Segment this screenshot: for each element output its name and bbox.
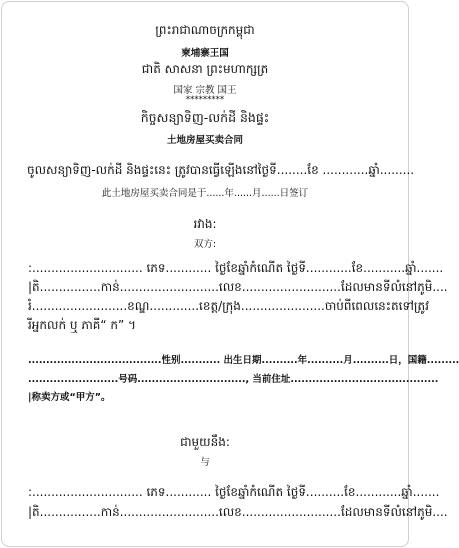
intro-khmer: ចូលសន្យាទិញ-លក់ដី និងផ្ទះនេះ ត្រូវបានធ្វើឡើងនៅថ្ងៃទី........ខែ ............ឆ្នាំ......... bbox=[27, 163, 415, 177]
kingdom-khmer: ព្រះរាជាណាចក្រកម្ពុជា bbox=[155, 23, 255, 37]
seller-line-2: |តិ................កាន់..........................លេខ..........................ដែលមានទីលំនៅភូមិ.... bbox=[28, 280, 448, 294]
parties-chinese: 双方: bbox=[193, 239, 217, 250]
seller-line-1: :............................. ភេទ............ ថ្ងៃខែឆ្នាំកំណើត ថ្ងៃទី............ខែ...........ឆ្នាំ....... bbox=[28, 261, 444, 275]
seller-chinese-line-3: |称卖方或“甲方”。 bbox=[28, 392, 111, 403]
motto-chinese: 国家 宗教 国王 bbox=[173, 85, 237, 96]
seller-chinese-line-2: .........................号码.............................., 当前住址......................................... bbox=[28, 374, 439, 385]
motto-khmer: ជាតិ សាសនា ព្រះមហាក្សត្រ bbox=[141, 62, 269, 76]
buyer-line-2: |តិ................កាន់..........................លេខ..........................ដែលមានទីលំនៅភូមិ.... bbox=[28, 505, 448, 519]
kingdom-chinese: 柬埔寨王国 bbox=[181, 48, 229, 59]
seller-chinese-line-1: .....................................性别........... 出生日期..........年..........月..........日，国籍......... bbox=[28, 355, 459, 366]
buyer-line-1: :............................. ភេទ............ ថ្ងៃខែឆ្នាំកំណើត ថ្ងៃទី..........ខែ............ឆ្នាំ....... bbox=[28, 485, 440, 499]
intro-chinese: 此土地房屋买卖合同是于......年......月......日签订 bbox=[101, 188, 309, 199]
contract-title-chinese: 土地房屋买卖合同 bbox=[166, 135, 243, 146]
parties-khmer: រវាង: bbox=[193, 217, 217, 231]
contract-page bbox=[1, 1, 459, 547]
with-chinese: 与 bbox=[200, 457, 210, 468]
seller-line-3: រំ.........................ខណ្ឌ.............ខេត្ត/ក្រុង......................ចាប់ពីពេលនេះតទៅត្រូវ bbox=[28, 299, 429, 313]
seller-line-4: រីអ្នកលក់ ឬ ភាគី“ ក” ។ bbox=[28, 318, 136, 332]
ornament-stars: ********* bbox=[185, 95, 225, 105]
contract-title-khmer: កិច្ចសន្យាទិញ-លក់ដី និងផ្ទះ bbox=[140, 110, 270, 125]
with-khmer: ជាមួយនឹង: bbox=[180, 435, 230, 449]
